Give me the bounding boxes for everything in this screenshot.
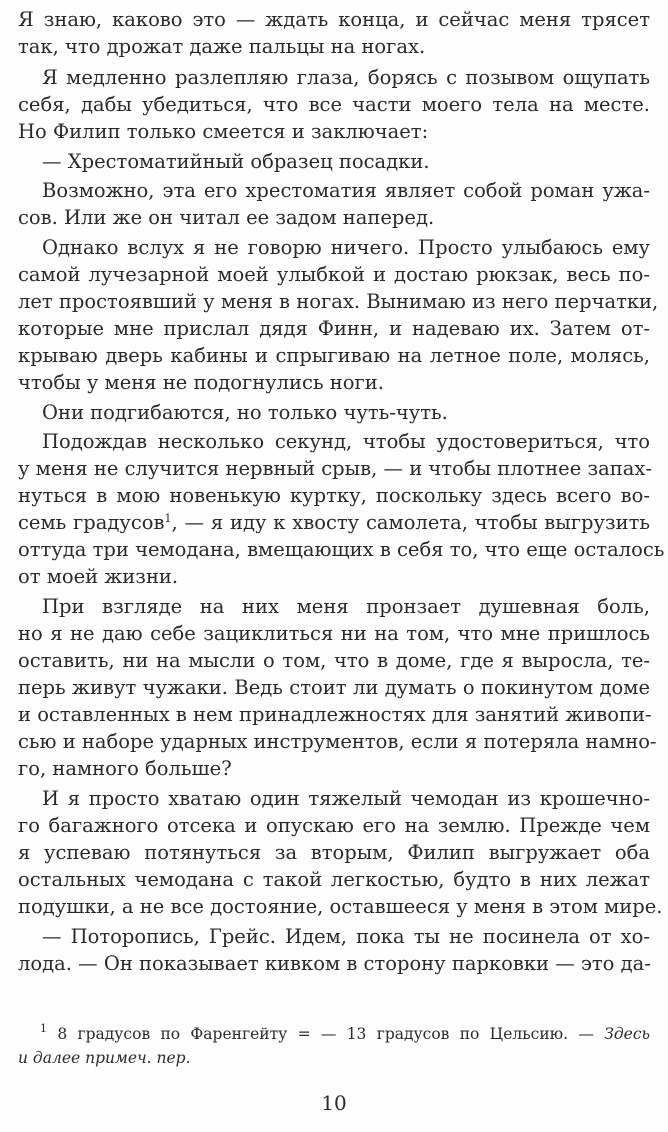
- text-line: которые мне прислал дядя Финн, и надеваю их. Затем от-: [18, 317, 650, 340]
- text-line: При взгляде на них меня пронзает душевная боль,: [42, 595, 650, 618]
- text-line: го, намного больше?: [18, 757, 232, 780]
- text-line: Но Филип только смеется и заключает:: [18, 120, 429, 143]
- text-line: я успеваю потянуться за вторым, Филип выгружает оба: [18, 841, 650, 864]
- text-line: у меня не случится нервный срыв, — и чтобы плотнее запах-: [18, 457, 652, 480]
- text-line: Возможно, эта его хрестоматия являет собой роман ужа-: [42, 179, 650, 202]
- text-line: Подождав несколько секунд, чтобы удостовериться, что: [42, 430, 650, 453]
- text-line: но я не даю себе зациклиться ни на том, что мне пришлось: [18, 622, 650, 645]
- text-line: Я медленно разлепляю глаза, борясь с позывом ощупать: [42, 66, 650, 89]
- text-line: лода. — Он показывает кивком в сторону парковки — это да-: [18, 952, 651, 975]
- footnote-marker: 1: [40, 1022, 47, 1035]
- text-line: — Хрестоматийный образец посадки.: [42, 150, 430, 173]
- text-line: от моей жизни.: [18, 565, 179, 588]
- text-line: — Поторопись, Грейс. Идем, пока ты не посинела от хо-: [42, 925, 650, 948]
- footnote-italic: и далее примеч. пер.: [18, 1049, 191, 1067]
- text-line: самой лучезарной моей улыбкой и достаю рюкзак, весь по-: [18, 263, 650, 286]
- text-fragment: семь градусов: [18, 511, 165, 534]
- text-line: И я просто хватаю один тяжелый чемодан из крошечно-: [42, 787, 650, 810]
- footnote-italic: Здесь: [604, 1025, 650, 1043]
- text-fragment: , — я иду к хвосту самолета, чтобы выгрузить: [171, 511, 650, 534]
- text-line-with-footnote: [18, 510, 650, 536]
- text-line: Я знаю, каково это — ждать конца, и сейчас меня трясет: [18, 8, 650, 31]
- text-line: сов. Или же он читал ее задом наперед.: [18, 206, 435, 229]
- text-line: чтобы у меня не подогнулись ноги.: [18, 371, 384, 394]
- text-line: Они подгибаются, но только чуть-чуть.: [42, 401, 448, 424]
- text-line: так, что дрожат даже пальцы на ногах.: [18, 35, 426, 58]
- text-line: лет простоявший у меня в ногах. Вынимаю из него перчатки,: [18, 290, 659, 313]
- text-line: сью и наборе ударных инструментов, если я потеряла намно-: [18, 730, 657, 753]
- text-line: перь живут чужаки. Ведь стоит ли думать о покинутом доме: [18, 676, 650, 699]
- text-line: го багажного отсека и опускаю его на землю. Прежде чем: [18, 814, 650, 837]
- text-line: оттуда три чемодана, вмещающих в себя то, что еще осталось: [18, 538, 665, 561]
- text-line: остальных чемодана с такой легкостью, будто в них лежат: [18, 868, 650, 891]
- text-line: крываю дверь кабины и спрыгиваю на летное поле, молясь,: [18, 344, 650, 367]
- text-line: и оставленных в нем принадлежностях для занятий живопи-: [18, 703, 652, 726]
- footnote-text: 8 градусов по Фаренгейту = — 13 градусов по Цельсию. —: [57, 1025, 594, 1043]
- footnote-ref: 1: [164, 512, 172, 525]
- text-line: Однако вслух я не говорю ничего. Просто улыбаюсь ему: [42, 236, 650, 259]
- footnote-continuation: [18, 1046, 650, 1070]
- footnote: [18, 1022, 650, 1046]
- text-line: оставить, ни на мысли о том, что в доме, где я выросла, те-: [18, 649, 650, 672]
- text-line: себя, дабы убедиться, что все части моего тела на месте.: [18, 93, 650, 116]
- text-line: подушки, а не все достояние, оставшееся у меня в этом мире.: [18, 895, 663, 918]
- page-number: 10: [321, 1091, 347, 1115]
- text-line: нуться в мою новенькую куртку, поскольку здесь всего во-: [18, 484, 650, 507]
